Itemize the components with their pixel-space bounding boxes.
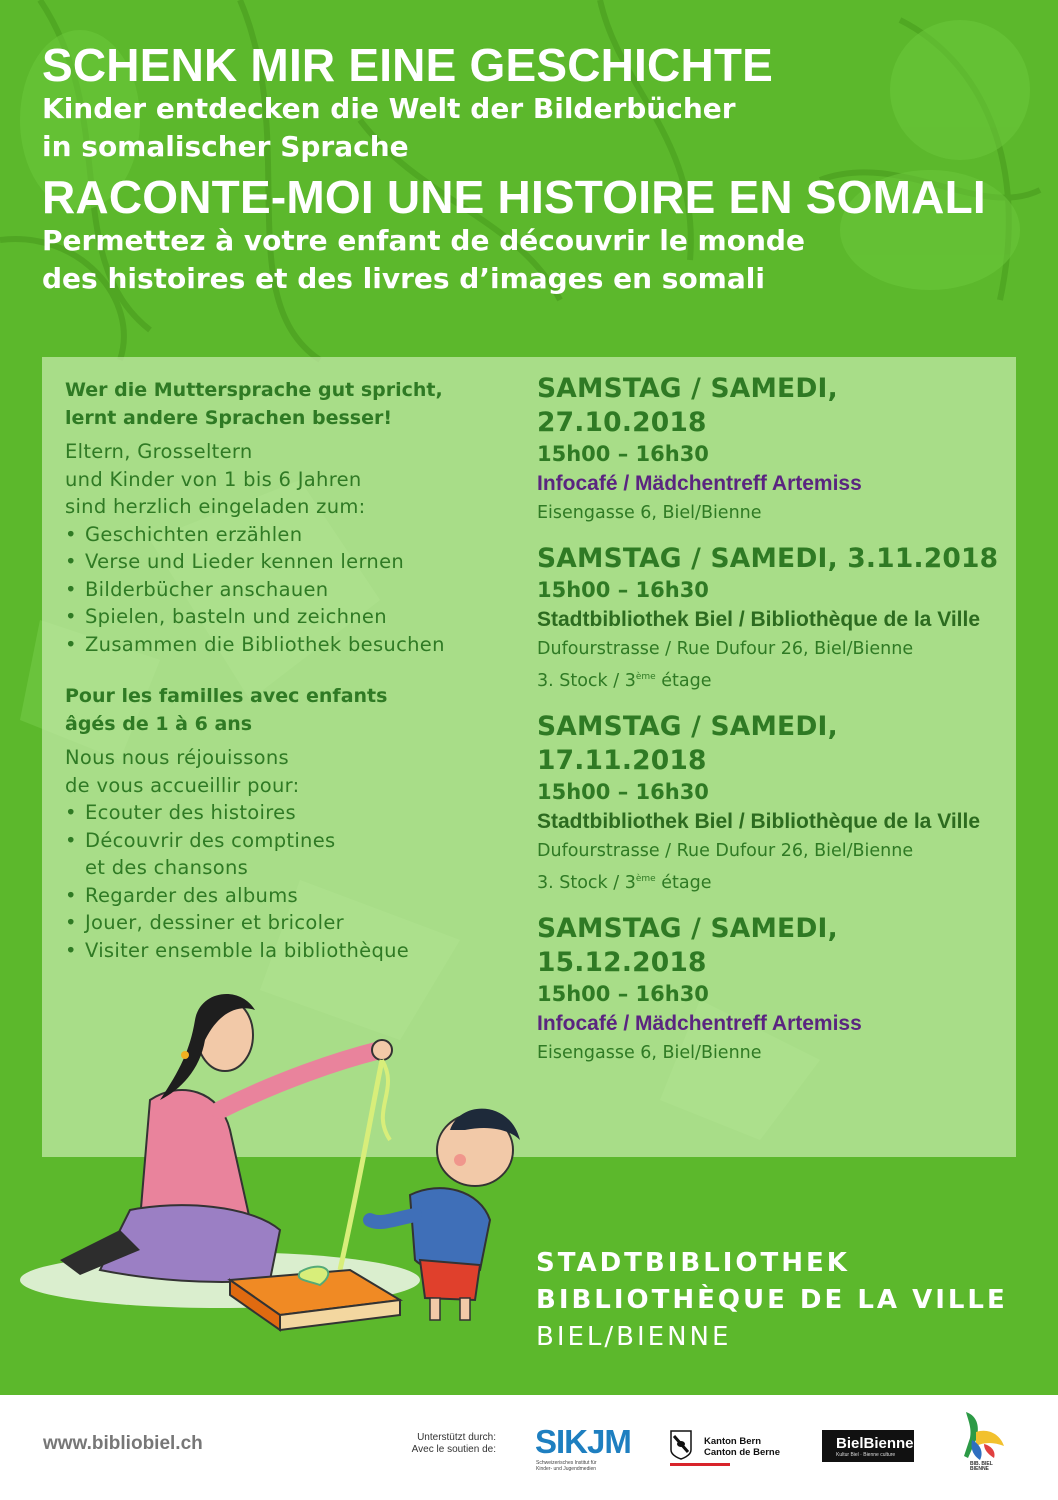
subtitle-de-line-1: Kinder entdecken die Welt der Bilderbücher [42,92,736,125]
bern-red-bar [670,1463,730,1466]
event-floor: 3. Stock / 3ème étage [537,872,712,893]
brand-line-2: BIBLIOTHÈQUE DE LA VILLE [536,1285,1008,1315]
fr-heading-line-1: Pour les familles avec enfants [65,685,388,707]
de-intro-line: sind herzlich eingeladen zum: [65,495,366,518]
event-time: 15h00 – 16h30 [537,779,709,804]
bird-icon [958,1410,1008,1462]
list-item: • Verse und Lieder kennen lernen [65,550,405,573]
event-place: Infocafé / Mädchentreff Artemiss [537,472,862,495]
event-address: Eisengasse 6, Biel/Bienne [537,503,762,523]
de-intro-line: Eltern, Grosseltern [65,440,253,463]
event-place: Stadtbibliothek Biel / Bibliothèque de la Ville [537,809,981,833]
fr-heading-line-2: âgés de 1 à 6 ans [65,713,253,735]
biel-bienne-logo [822,1430,914,1462]
list-item: • Découvrir des comptines [65,828,336,852]
event-item [537,372,1007,527]
event-date: SAMSTAG / SAMEDI, 15.12.2018 [537,912,838,978]
biel-bienne-logo-subtitle: Kultur Biel · Bienne culture [836,1452,896,1458]
event-date: SAMSTAG / SAMEDI, 3.11.2018 [537,543,999,574]
events-column [537,372,1007,1082]
list-item: • Bilderbücher anschauen [65,577,329,601]
title-de: SCHENK MIR EINE GESCHICHTE [42,39,774,91]
event-address: Eisengasse 6, Biel/Bienne [537,1042,762,1063]
bern-bear-icon [670,1430,692,1460]
list-item: • Jouer, dessiner et bricoler [65,911,344,934]
event-place: Stadtbibliothek Biel / Bibliothèque de la Ville [537,608,981,631]
website-link[interactable]: www.bibliobiel.ch [43,1433,203,1454]
description-column [65,376,505,964]
biel-bienne-logo-text: BielBienne [836,1435,914,1452]
de-intro-line: und Kinder von 1 bis 6 Jahren [65,467,362,491]
library-bird-logo [958,1410,1008,1482]
event-place: Infocafé / Mädchentreff Artemiss [537,1011,862,1035]
mother-child-illustration [20,980,540,1380]
list-item: • Ecouter des histoires [65,801,296,824]
event-date: SAMSTAG / SAMEDI, 27.10.2018 [537,373,838,438]
event-floor: 3. Stock / 3ème étage [537,670,712,691]
list-item-continuation: et des chansons [85,856,249,879]
header [42,40,1032,298]
sikjm-logo [535,1423,631,1473]
list-item: • Visiter ensemble la bibliothèque [65,938,410,962]
event-address: Dufourstrasse / Rue Dufour 26, Biel/Bienne [537,840,914,861]
subtitle-fr-line-1: Permettez à votre enfant de découvrir le monde [42,224,805,257]
event-item [537,912,1007,1067]
de-activity-list [65,521,505,659]
list-item: • Regarder des albums [65,883,298,907]
fr-intro-line: Nous nous réjouissons [65,746,290,769]
bird-logo-label: BIB. BIEL BIENNE [970,1461,993,1472]
sikjm-logo-subtitle: Schweizerisches Institut für Kinder- und Jugendmedien [536,1460,597,1472]
event-address: Dufourstrasse / Rue Dufour 26, Biel/Bienne [537,639,914,659]
event-item [537,710,1007,897]
event-time: 15h00 – 16h30 [537,981,709,1006]
library-brand [536,1245,1008,1356]
canton-bern-logo [670,1430,800,1468]
subtitle-de-line-2: in somalischer Sprache [42,130,409,163]
canton-bern-text: Kanton Bern Canton de Berne [704,1436,781,1458]
subtitle-fr-line-2: des histoires et des livres d’images en somali [42,262,765,295]
support-label: Unterstützt durch: Avec le soutien de: [411,1432,496,1455]
de-heading-line-1: Wer die Muttersprache gut spricht, [65,379,443,401]
event-time: 15h00 – 16h30 [537,578,709,602]
fr-activity-list [65,799,505,964]
event-time: 15h00 – 16h30 [537,442,709,466]
list-item: • Zusammen die Bibliothek besuchen [65,632,445,656]
list-item: • Geschichten erzählen [65,522,303,546]
brand-line-1: STADTBIBLIOTHEK [536,1248,850,1278]
de-heading-line-2: lernt andere Sprachen besser! [65,407,393,429]
list-item: • Spielen, basteln und zeichnen [65,605,387,628]
brand-line-3: BIEL/BIENNE [536,1322,732,1352]
title-fr: RACONTE-MOI UNE HISTOIRE EN SOMALI [42,171,986,223]
sikjm-logo-text: SIKJM [535,1423,631,1460]
fr-intro-line: de vous accueillir pour: [65,773,300,797]
event-item [537,542,1007,695]
event-date: SAMSTAG / SAMEDI, 17.11.2018 [537,710,838,776]
